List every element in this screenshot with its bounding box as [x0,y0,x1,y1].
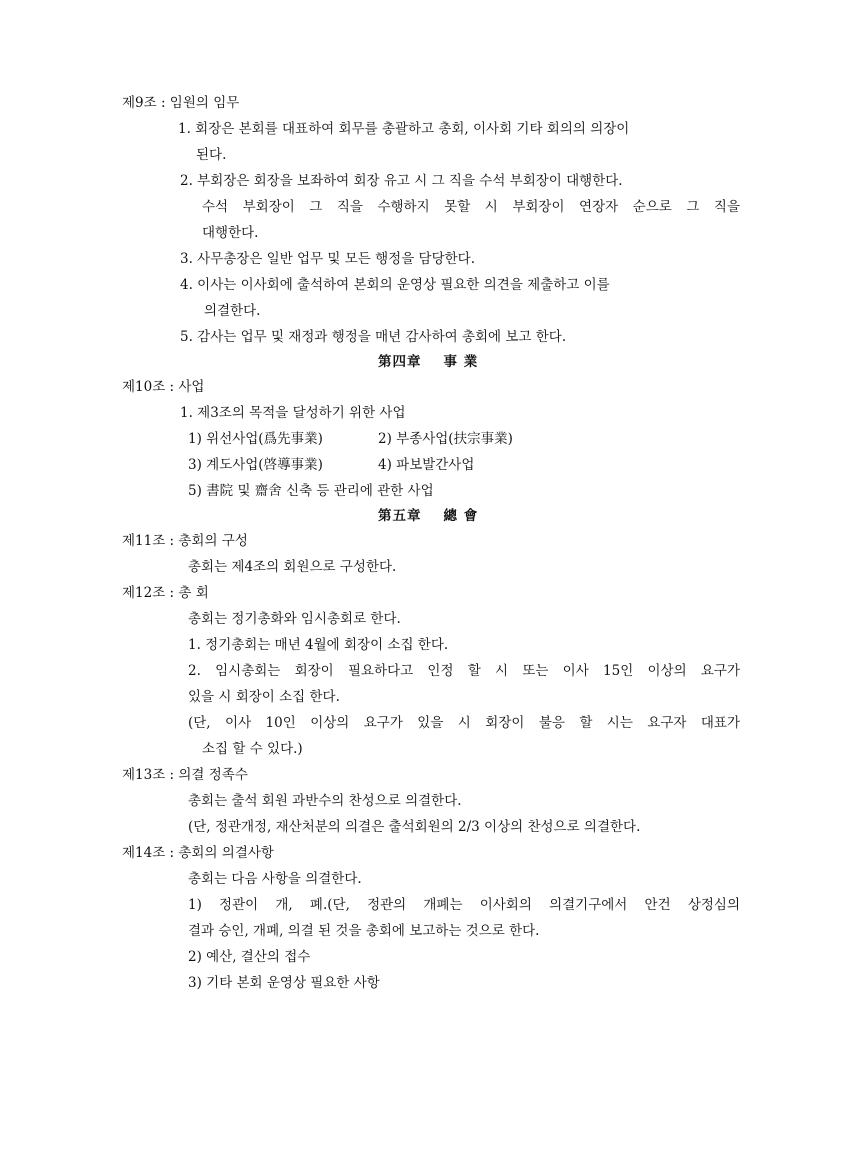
article-12-item-2-line-1: 2. 임시총회는 회장이 필요하다고 인정 할 시 또는 이사 15인 이상의 요구가 [188,663,740,679]
article-12-note-line-2: 소집 할 수 있다.) [202,741,303,757]
article-10-heading: 제10조 : 사업 [122,379,205,395]
article-9-item-4-line-2: 의결한다. [204,303,261,319]
article-10-sub-4: 4) 파보발간사업 [378,457,475,473]
chapter-5-number: 第五章 [378,508,422,524]
article-13-heading: 제13조 : 의결 정족수 [122,767,248,783]
article-10-sub-3: 3) 계도사업(啓導事業) [188,457,323,473]
article-9-item-5: 5. 감사는 업무 및 재정과 행정을 매년 감사하여 총회에 보고 한다. [180,329,567,345]
chapter-4-title: 事 業 [443,354,479,370]
article-9-item-1-line-2: 된다. [196,147,227,163]
article-10-sub-2: 2) 부종사업(扶宗事業) [378,431,513,447]
article-13-body: 총회는 출석 회원 과반수의 찬성으로 의결한다. [188,793,462,809]
article-9-item-4-line-1: 4. 이사는 이사회에 출석하여 본회의 운영상 필요한 의견을 제출하고 이를 [180,277,610,293]
chapter-5-title: 總 會 [443,508,479,524]
article-11-heading: 제11조 : 총회의 구성 [122,533,248,549]
article-14-heading: 제14조 : 총회의 의결사항 [122,845,274,861]
article-12-body: 총회는 정기총화와 임시총회로 한다. [188,611,401,627]
chapter-5-heading [378,507,478,525]
article-11-body: 총회는 제4조의 회원으로 구성한다. [188,559,397,575]
article-14-item-3: 3) 기타 본회 운영상 필요한 사항 [188,975,380,991]
article-9-heading: 제9조 : 임원의 임무 [122,95,240,111]
article-14-body: 총회는 다음 사항을 의결한다. [188,871,362,887]
article-10-item-1: 1. 제3조의 목적을 달성하기 위한 사업 [180,405,406,421]
article-12-item-1: 1. 정기총회는 매년 4월에 회장이 소집 한다. [188,637,449,653]
article-13-note: (단, 정관개정, 재산처분의 의결은 출석회원의 2/3 이상의 찬성으로 의결한다. [188,819,641,835]
article-14-item-1-line-2: 결과 승인, 개폐, 의결 된 것을 총회에 보고하는 것으로 한다. [188,923,540,939]
article-9-item-1-line-1: 1. 회장은 본회를 대표하여 회무를 총괄하고 총회, 이사회 기타 회의의 의장이 [178,121,630,137]
article-9-item-2-line-1: 2. 부회장은 회장을 보좌하여 회장 유고 시 그 직을 수석 부회장이 대행한다. [180,173,623,189]
article-14-item-1-line-1: 1) 정관이 개, 폐.(단, 정관의 개폐는 이사회의 의결기구에서 안건 상정심의 [188,897,740,913]
chapter-4-heading [378,353,478,371]
article-12-item-2-line-2: 있을 시 회장이 소집 한다. [188,689,340,705]
article-12-heading: 제12조 : 총 회 [122,585,209,601]
article-9-item-2-line-3: 대행한다. [202,225,259,241]
chapter-4-number: 第四章 [378,354,422,370]
article-9-item-3: 3. 사무총장은 일반 업무 및 모든 행정을 담당한다. [180,251,475,267]
article-10-sub-1: 1) 위선사업(爲先事業) [188,431,323,447]
article-9-item-2-line-2: 수석 부회장이 그 직을 수행하지 못할 시 부회장이 연장자 순으로 그 직을 [202,199,740,215]
article-10-sub-5: 5) 書院 및 齋舍 신축 등 관리에 관한 사업 [188,483,434,499]
article-12-note-line-1: (단, 이사 10인 이상의 요구가 있을 시 회장이 불응 할 시는 요구자 대표가 [188,715,740,731]
article-14-item-2: 2) 예산, 결산의 접수 [188,949,311,965]
